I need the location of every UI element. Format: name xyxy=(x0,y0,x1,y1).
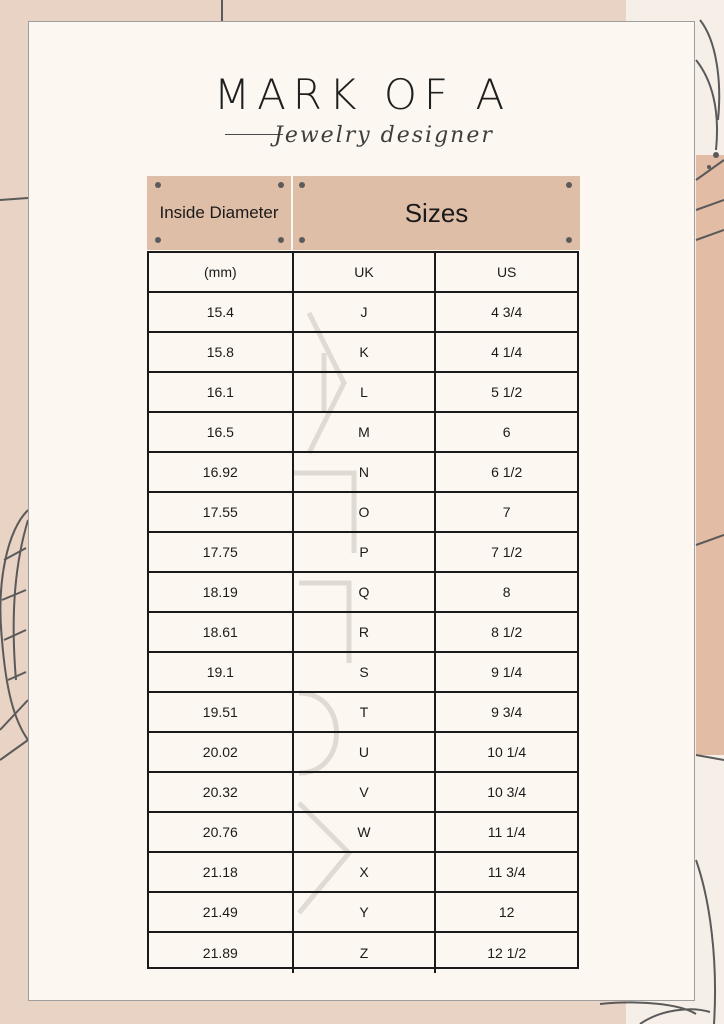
cell-diameter: (mm) xyxy=(204,264,237,280)
cell-uk: V xyxy=(292,773,435,811)
cell-us: 11 3/4 xyxy=(434,853,577,891)
cell-diameter: 18.61 xyxy=(202,624,238,640)
ring-size-table xyxy=(147,251,579,969)
table-row xyxy=(149,333,577,373)
cell-us: US xyxy=(434,253,577,291)
table-row xyxy=(149,373,577,413)
cell-diameter: 20.76 xyxy=(202,824,238,840)
decor-dot xyxy=(278,182,284,188)
decor-dot xyxy=(566,237,572,243)
cell-us: 7 xyxy=(434,493,577,531)
cell-diameter: 20.32 xyxy=(202,784,238,800)
cell-us: 8 1/2 xyxy=(434,613,577,651)
cell-us: 8 xyxy=(434,573,577,611)
table-row xyxy=(149,893,577,933)
cell-uk: Q xyxy=(292,573,435,611)
cell-uk: W xyxy=(292,813,435,851)
cell-uk: UK xyxy=(292,253,435,291)
cell-uk: R xyxy=(292,613,435,651)
cell-uk: J xyxy=(292,293,435,331)
cell-us: 4 1/4 xyxy=(434,333,577,371)
cell-diameter: 17.55 xyxy=(202,504,238,520)
table-row xyxy=(149,453,577,493)
decor-dot xyxy=(299,237,305,243)
cell-diameter: 17.75 xyxy=(202,544,238,560)
cell-diameter: 15.8 xyxy=(206,344,234,360)
cell-us: 9 3/4 xyxy=(434,693,577,731)
cell-uk: Y xyxy=(292,893,435,931)
cell-us: 6 xyxy=(434,413,577,451)
table-row xyxy=(149,413,577,453)
cell-uk: U xyxy=(292,733,435,771)
cell-diameter: 20.02 xyxy=(202,744,238,760)
table-row xyxy=(149,493,577,533)
table-row xyxy=(149,653,577,693)
cell-uk: X xyxy=(292,853,435,891)
cell-uk: P xyxy=(292,533,435,571)
cell-diameter: 15.4 xyxy=(206,304,234,320)
decor-dot xyxy=(278,237,284,243)
table-row xyxy=(149,773,577,813)
decor-dot xyxy=(155,182,161,188)
table-row xyxy=(149,733,577,773)
table-row xyxy=(149,533,577,573)
cell-us: 5 1/2 xyxy=(434,373,577,411)
cell-diameter: 16.1 xyxy=(206,384,234,400)
cell-us: 4 3/4 xyxy=(434,293,577,331)
cell-diameter: 19.1 xyxy=(206,664,234,680)
cell-uk: N xyxy=(292,453,435,491)
cell-uk: S xyxy=(292,653,435,691)
table-row xyxy=(149,693,577,733)
cell-us: 12 1/2 xyxy=(434,933,577,973)
cell-us: 11 1/4 xyxy=(434,813,577,851)
table-row xyxy=(149,573,577,613)
table-row xyxy=(149,853,577,893)
cell-diameter: 16.92 xyxy=(202,464,238,480)
header-inside-diameter xyxy=(147,176,291,250)
cell-us: 7 1/2 xyxy=(434,533,577,571)
brand-tagline: Jewelry designer xyxy=(274,123,494,148)
cell-us: 10 1/4 xyxy=(434,733,577,771)
cell-uk: T xyxy=(292,693,435,731)
cell-us: 10 3/4 xyxy=(434,773,577,811)
cell-diameter: 21.18 xyxy=(202,864,238,880)
cell-diameter: 21.49 xyxy=(202,904,238,920)
table-row xyxy=(149,933,577,973)
cell-uk: O xyxy=(292,493,435,531)
header-sizes-label: Sizes xyxy=(404,197,469,228)
table-row xyxy=(149,613,577,653)
cell-diameter: 21.89 xyxy=(202,945,238,961)
decor-dot xyxy=(155,237,161,243)
size-chart-card xyxy=(28,21,695,1001)
cell-uk: L xyxy=(292,373,435,411)
brand-title: MARK OF A xyxy=(213,70,512,119)
decor-dot xyxy=(299,182,305,188)
cell-us: 12 xyxy=(434,893,577,931)
table-row xyxy=(149,293,577,333)
cell-diameter: 19.51 xyxy=(202,704,238,720)
cell-us: 6 1/2 xyxy=(434,453,577,491)
table-header-row xyxy=(149,253,577,293)
cell-uk: K xyxy=(292,333,435,371)
cell-uk: Z xyxy=(292,933,435,973)
decor-dot xyxy=(566,182,572,188)
cell-diameter: 16.5 xyxy=(206,424,234,440)
cell-diameter: 18.19 xyxy=(202,584,238,600)
header-sizes xyxy=(293,176,580,250)
cell-uk: M xyxy=(292,413,435,451)
table-row xyxy=(149,813,577,853)
header-inside-diameter-label: Inside Diameter xyxy=(159,203,279,222)
cell-us: 9 1/4 xyxy=(434,653,577,691)
